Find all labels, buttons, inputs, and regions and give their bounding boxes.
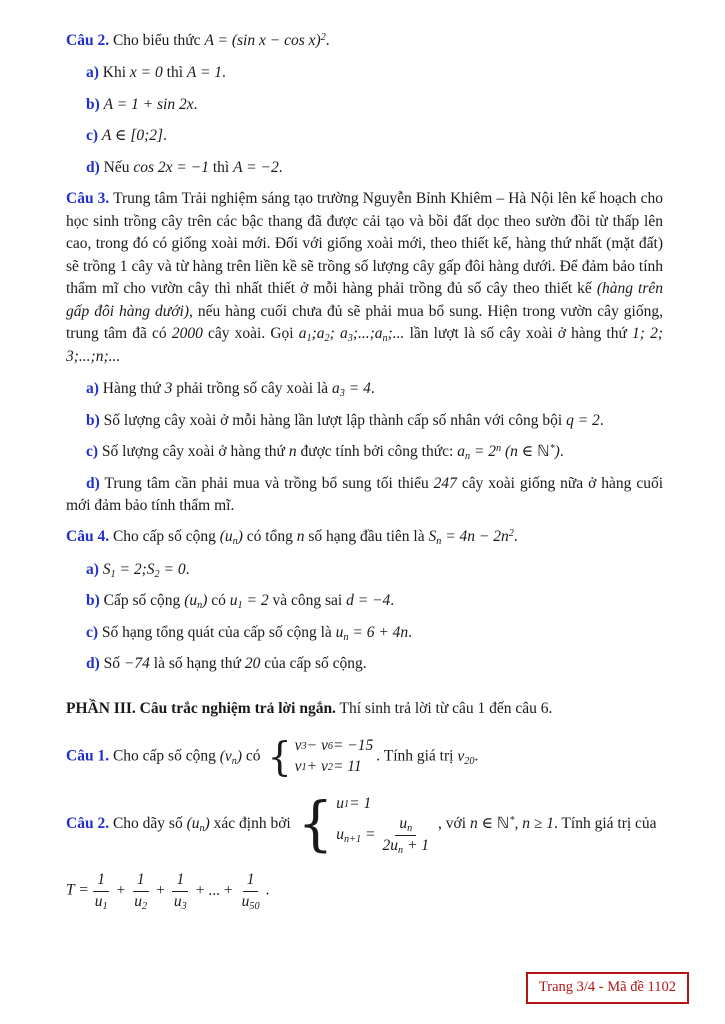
equation-system <box>267 734 374 781</box>
text-run: Số lượng cây xoài ở hàng thứ <box>98 443 289 461</box>
left-brace: { <box>297 789 334 859</box>
text-run: d) <box>86 655 100 673</box>
text-run: của cấp số cộng. <box>260 655 367 673</box>
text-run: c) <box>86 443 99 461</box>
text-run: $S_1$ = $2;S_2 = 0$ <box>102 560 186 580</box>
text-run: phải trồng số cây xoài là <box>172 380 333 398</box>
text-run: b) <box>86 592 100 610</box>
fraction-numerator: 1 <box>243 871 259 892</box>
text-run: , nếu hàng cuối chưa đủ sẽ phải mua bổ sung. Hiện trong vườn cây giống, trung tâm đã có <box>66 302 663 343</box>
left-brace: { <box>267 734 292 781</box>
text-run: 2000 <box>171 325 203 343</box>
text-run: c) <box>86 127 99 145</box>
question-2-option-d <box>66 157 663 179</box>
text-run: −74 <box>123 655 150 673</box>
text-run: . <box>193 95 198 113</box>
period: . <box>265 881 270 899</box>
text-run: Số lượng cây xoài ở mỗi hàng lần lượt lập thành cấp số nhân với công bội <box>99 411 567 429</box>
text-run: $a_3 = 4$ <box>332 380 371 399</box>
question-4-option-b <box>66 590 663 612</box>
question-4-statement <box>66 526 663 548</box>
text-run: Cho dãy số <box>109 815 187 833</box>
text-run: $u_1 = 2$ <box>229 592 269 612</box>
text-run: Cấp số cộng <box>99 592 185 610</box>
text-run: Cho cấp số cộng <box>109 528 220 546</box>
text-run: a) <box>86 380 99 398</box>
system-equation-1: u 1 = 1 <box>336 795 372 813</box>
fraction <box>240 871 262 911</box>
part3-question-1 <box>66 734 663 780</box>
text-run: a) <box>86 560 99 578</box>
part3-q2-pre <box>66 815 295 835</box>
text-run: thì <box>162 64 187 82</box>
question-3-option-b <box>66 410 663 432</box>
question-3-option-d <box>66 473 663 518</box>
text-run: có <box>207 592 230 610</box>
text-run: Câu 2. <box>66 32 110 49</box>
text-run: PHẦN III. Câu trắc nghiệm trả lời ngắn. <box>66 699 336 717</box>
system-equation-2: v 1 + v 2 = 11 <box>294 758 362 776</box>
text-run: số hạng đầu tiên là <box>304 528 429 546</box>
text-run: có <box>242 747 265 765</box>
text-run: xác định bởi <box>209 815 295 833</box>
text-run: $(u_n)$ <box>184 592 208 612</box>
text-run: . <box>474 747 479 765</box>
text-run: Cho biểu thức <box>109 32 205 49</box>
text-run: 1; 2; 3;...;n;... <box>66 325 663 365</box>
text-run: $(v_n)$ <box>219 747 243 767</box>
text-run: , với <box>438 815 470 833</box>
question-2-option-c <box>66 125 663 147</box>
fraction-numerator: 1 <box>93 871 109 892</box>
text-run: . <box>185 560 190 578</box>
text-run: b) <box>86 95 100 113</box>
ellipsis-operator: + ... + <box>195 881 233 899</box>
text-run: d) <box>86 474 100 492</box>
text-run: Hàng thứ <box>98 380 165 398</box>
fraction-numerator: 1 <box>133 871 149 892</box>
plus-operator: + <box>156 881 165 899</box>
text-run: Thí sinh trả lời từ câu 1 đến câu 6. <box>335 699 553 717</box>
text-run: $a_1;a_2$; $a_3;...;a_n$;... <box>298 325 405 345</box>
question-3-option-a <box>66 378 663 400</box>
question-2-statement <box>66 30 663 52</box>
text-run: và công sai <box>268 592 347 610</box>
text-run: Số <box>99 655 124 673</box>
text-run: (hàng trên gấp đôi hàng dưới) <box>66 280 663 320</box>
text-run: q = 2 <box>566 411 600 429</box>
text-run: . <box>278 158 283 176</box>
text-run: c) <box>86 623 99 641</box>
text-run: Khi <box>98 64 130 82</box>
text-run: 20 <box>244 655 261 673</box>
part3-q1-post <box>376 748 478 765</box>
question-2-option-a <box>66 62 663 84</box>
fraction <box>93 871 110 911</box>
text-run: A = (sin x − cos x)$^2$ <box>204 31 326 49</box>
fraction-denominator: $2u_n + 1$ <box>382 836 430 856</box>
system-rows <box>336 794 435 855</box>
text-run: $(u_n)$ <box>186 815 210 835</box>
text-run: . <box>370 380 375 398</box>
text-run: . <box>163 127 167 145</box>
text-run: $u_n = 6 + 4n$ <box>335 623 409 643</box>
text-run: A = −2 <box>233 158 279 176</box>
question-4-option-a <box>66 559 663 581</box>
text-run: lần lượt là số cây xoài ở hàng thứ <box>404 325 633 343</box>
fraction-denominator: $u_1$ <box>94 892 108 912</box>
text-run: được tính bởi công thức: <box>296 443 458 461</box>
fraction-denominator: $u_2$ <box>134 892 148 912</box>
text-run: có tổng <box>242 528 297 546</box>
text-run: Câu 2. <box>66 815 110 833</box>
plus-operator: + <box>116 881 126 899</box>
text-run: . <box>513 528 518 546</box>
part3-q1-pre <box>66 748 264 765</box>
fraction <box>132 871 149 911</box>
part3-question-2 <box>66 789 663 859</box>
text-run: . <box>325 32 330 49</box>
text-run: Câu 4. <box>66 528 110 546</box>
fraction <box>380 815 431 855</box>
text-run: . Tính giá trị <box>376 747 458 765</box>
recurrence-lhs: $u_{n+1}$ = <box>336 825 376 845</box>
text-run: x = 0 <box>129 64 163 82</box>
fraction-numerator: 1 <box>172 871 188 892</box>
text-run: Số hạng tổng quát của cấp số cộng là <box>98 623 336 641</box>
part3-q2-sum-expression <box>66 871 663 911</box>
text-run: n <box>296 528 305 546</box>
text-run: . <box>222 64 226 82</box>
text-run: . <box>559 443 564 461</box>
text-run: d = −4 <box>346 592 391 610</box>
fraction-denominator: $u_{50}$ <box>241 892 260 912</box>
question-3-option-c <box>66 441 663 463</box>
system-equation-1: v 3 − v 6 = −15 <box>294 737 374 755</box>
text-run: n <box>288 443 297 461</box>
fraction <box>172 871 189 911</box>
text-run: Cho cấp số cộng <box>109 747 220 765</box>
text-run: . <box>408 623 413 641</box>
text-run: A = 1 <box>186 64 223 82</box>
text-run: . <box>599 411 604 429</box>
text-run: cây xoài. Gọi <box>202 325 299 343</box>
text-run: 3 <box>164 380 173 398</box>
question-4-option-d <box>66 653 663 675</box>
system-equation-2 <box>336 815 435 855</box>
question-3-statement <box>66 188 663 368</box>
text-run: . Tính giá trị của <box>553 815 657 833</box>
text-run: Trung tâm Trải nghiệm sáng tạo trường Nguyễn Bỉnh Khiêm – Hà Nội lên kế hoạch cho học sinh trồng cây trên các bậc thang đã được cải tạo và bồi đất dọc theo sườn đồi từ thấp lên cao, trong đó có giống xoài mới. Đối với giống xoài mới, theo thiết kế, hàng thứ nhất (mặt đất) sẽ trồng 1 cây và từ hàng trên liền kề sẽ trồng số lượng cây gấp đôi hàng dưới. Để đảm bảo tính thẩm mĩ cho vườn cây thì nhất thiết ở mỗi hàng phải trồng đủ số cây theo thiết kế <box>66 190 663 298</box>
part3-heading <box>66 698 663 720</box>
part3-q2-post <box>438 815 657 832</box>
text-run: Câu 1. <box>66 747 110 765</box>
text-run: Câu 3. <box>66 190 110 208</box>
text-run: $S_n = 4n - 2n^2$ <box>428 528 514 548</box>
sum-lhs: T = <box>66 881 89 899</box>
text-run: 247 <box>433 474 457 492</box>
equation-system <box>297 789 435 859</box>
text-run: cây xoài giống nữa ở hàng cuối mới đảm bảo tính thẩm mĩ. <box>66 474 664 514</box>
text-run: a) <box>86 64 99 82</box>
text-run: A = 1 + sin 2x <box>103 95 194 113</box>
text-run: n ∈ ℕ*, n ≥ 1 <box>469 815 554 833</box>
text-run: $(u_n)$ <box>219 528 243 548</box>
text-run: d) <box>86 158 100 176</box>
text-run: thì <box>208 158 234 176</box>
text-run: cos 2x = −1 <box>133 158 209 176</box>
text-run: $a_n = 2^n$ (n ∈ ℕ*) <box>457 442 560 462</box>
question-4-option-c <box>66 622 663 644</box>
page-footer-badge: Trang 3/4 - Mã đề 1102 <box>526 972 689 1004</box>
text-run: b) <box>86 411 100 429</box>
system-rows <box>295 736 374 778</box>
text-run: là số hạng thứ <box>149 655 245 673</box>
text-run: $v_{20}$ <box>457 747 475 767</box>
fraction-denominator: $u_3$ <box>173 892 187 912</box>
fraction-numerator: $u_n$ <box>395 815 416 836</box>
text-run: . <box>390 592 395 610</box>
text-run: Nếu <box>99 158 134 176</box>
question-2-option-b <box>66 94 663 116</box>
text-run: A ∈ [0;2] <box>101 127 164 145</box>
text-run: Trung tâm cần phải mua và trồng bổ sung tối thiểu <box>99 474 434 492</box>
